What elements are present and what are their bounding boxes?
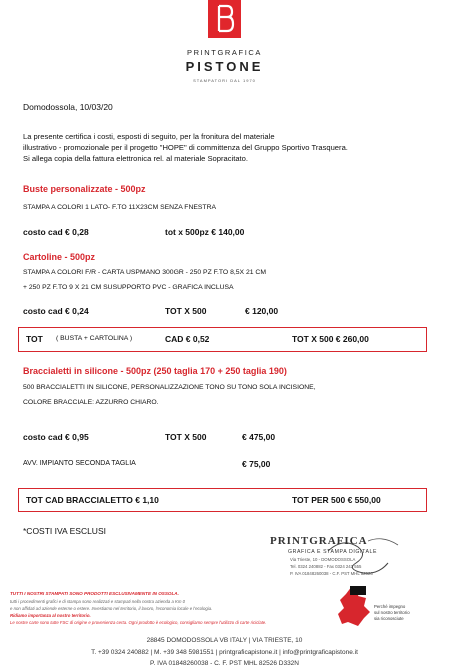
brand-since: STAMPATORI DAL 1970 — [193, 78, 256, 83]
footer-note-3: e non affidati ad aziende esterne o estere. Investiamo nel territorio, il lavoro, l'economia locale e l'ecologia. — [10, 606, 213, 611]
buste-total: tot x 500pz € 140,00 — [165, 227, 245, 237]
impianto-label: AVV. IMPIANTO SECONDA TAGLIA — [23, 460, 136, 467]
mio-text-3: sia riconosciute — [374, 616, 404, 621]
braccialetti-total-label: TOT X 500 — [165, 432, 207, 442]
cartoline-total-value: € 120,00 — [245, 306, 279, 316]
section-title-cartoline: Cartoline - 500pz — [23, 252, 96, 262]
stamp-name: PRINTGRAFICA — [270, 535, 368, 547]
iva-note: *COSTI IVA ESCLUSI — [23, 526, 106, 536]
footer-note-5: Le nostre carte sono tutte FSC di origine e provenienza certa. Ogni prodotto è ecologico, consigliamo sempre l'utilizzo di carte riciclate. — [10, 620, 267, 625]
stamp-line-4: P. IVA 01848260038 - C.F. PST MHL 82526 — [290, 571, 373, 576]
footer-note-1: TUTTI I NOSTRI STAMPATI SONO PRODOTTI ESCLUSIVAMENTE IN OSSOLA. — [10, 591, 179, 596]
stamp-line-2: Via Trieste, 10 - DOMODOSSOLA — [290, 557, 356, 562]
tot2-total: TOT PER 500 € 550,00 — [292, 495, 381, 505]
buste-desc: STAMPA A COLORI 1 LATO- F.TO 11X23CM SENZA FNESTRA — [23, 204, 217, 211]
address-line-3: P. IVA 01848260038 - C. F. PST MHL 82526 D332N — [150, 660, 299, 667]
tot1-detail: ( BUSTA + CARTOLINA ) — [56, 335, 133, 342]
address-line-1: 28845 DOMODOSSOLA VB ITALY | VIA TRIESTE, 10 — [146, 637, 303, 644]
section-title-buste: Buste personalizzate - 500pz — [23, 184, 146, 194]
footer-note-4: Ridiamo importanza al nostro territorio. — [10, 613, 91, 618]
braccialetti-desc-2: COLORE BRACCIALE: AZZURRO CHIARO. — [23, 399, 159, 406]
tot1-total: TOT X 500 € 260,00 — [292, 334, 369, 344]
stamp-line-3: Tel. 0324 240882 - Fax 0324 243 555 — [290, 564, 362, 569]
logo-b-icon — [208, 0, 241, 38]
mio-text-1: Perché impegno — [374, 604, 406, 609]
section-title-braccialetti: Braccialetti in silicone - 500pz (250 taglia 170 + 250 taglia 190) — [23, 366, 287, 376]
tot1-label: TOT — [26, 334, 43, 344]
stamp-line-1: GRAFICA E STAMPA DIGITALE — [288, 549, 378, 555]
brand-small: PRINTGRAFICA — [186, 48, 263, 57]
braccialetti-total-value: € 475,00 — [242, 432, 276, 442]
brand-name: PISTONE — [185, 59, 264, 74]
intro-line: illustrativo - promozionale per il progetto "HOPE" di committenza del Gruppo Sportivo Trasquera. — [23, 143, 348, 152]
letter-date: Domodossola, 10/03/20 — [23, 102, 113, 112]
address-line-2: T. +39 0324 240882 | M. +39 348 5981551 | printgraficapistone.it | info@printgraficapistone.it — [91, 649, 358, 656]
intro-line: La presente certifica i costi, esposti di seguito, per la fronitura del materiale — [23, 132, 275, 141]
cartoline-desc-1: STAMPA A COLORI F/R - CARTA USPMANO 300GR - 250 PZ F.TO 8,5X 21 CM — [23, 269, 266, 276]
footer-note-2: tutti i procedimenti grafici e di stampa sono realizzati e stampati nella nostra azienda a Km 0 — [10, 599, 186, 604]
cartoline-desc-2: + 250 PZ F.TO 9 X 21 CM SUSUPPORTO PVC - GRAFICA INCLUSA — [23, 284, 234, 291]
company-stamp — [268, 533, 422, 588]
impianto-value: € 75,00 — [242, 459, 271, 469]
letter-intro — [23, 131, 348, 164]
cartoline-total-label: TOT X 500 — [165, 306, 207, 316]
braccialetti-desc-1: 500 BRACCIALETTI IN SILICONE, PERSONALIZZAZIONE TONO SU TONO SOLA INCISIONE, — [23, 384, 316, 391]
tot2-cad: TOT CAD BRACCIALETTO € 1,10 — [26, 495, 159, 505]
buste-cost: costo cad € 0,28 — [23, 227, 89, 237]
tot1-cad: CAD € 0,52 — [165, 334, 210, 344]
intro-line: Si allega copia della fattura elettronica rel. al materiale Sopracitato. — [23, 154, 248, 163]
logo-tab — [208, 0, 241, 38]
mio-badge: MIO — [337, 585, 349, 591]
cartoline-cost: costo cad € 0,24 — [23, 306, 89, 316]
braccialetti-cost: costo cad € 0,95 — [23, 432, 89, 442]
mio-text-2: sul nostro territorio — [374, 610, 410, 615]
